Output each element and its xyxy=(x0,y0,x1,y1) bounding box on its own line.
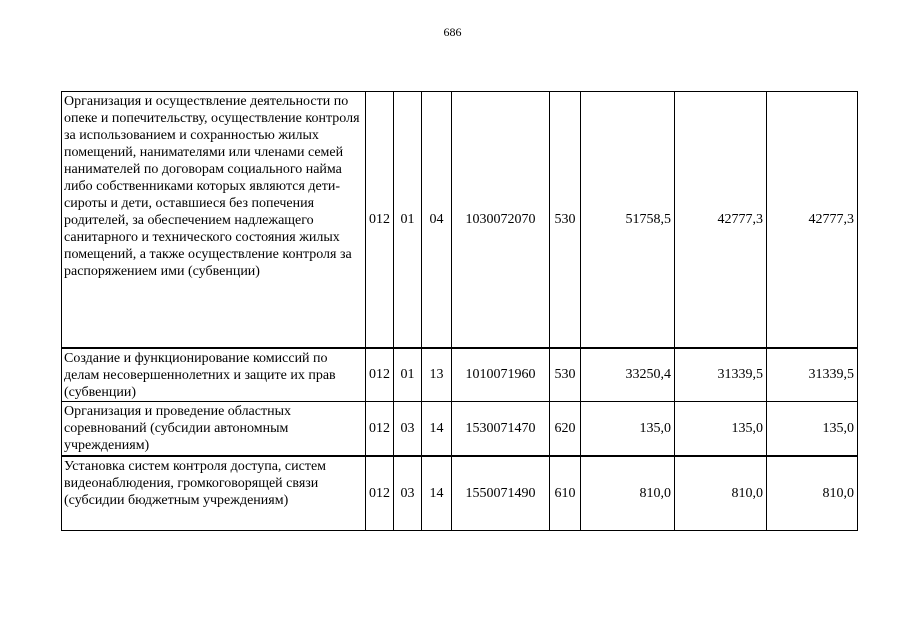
ministry-code: 012 xyxy=(366,348,394,402)
section-code: 03 xyxy=(394,456,422,530)
table-row xyxy=(62,401,858,456)
section-code: 01 xyxy=(394,92,422,348)
row-name: Установка систем контроля доступа, систем видеонаблюдения, громкоговорящей связи (субсидии бюджетным учреждениям) xyxy=(62,456,366,530)
ministry-code: 012 xyxy=(366,456,394,530)
target-article-code: 1030072070 xyxy=(452,92,550,348)
subsection-code: 04 xyxy=(422,92,452,348)
amount-2: 42777,3 xyxy=(675,92,767,348)
amount-2: 31339,5 xyxy=(675,348,767,402)
section-code: 03 xyxy=(394,401,422,456)
amount-3: 31339,5 xyxy=(767,348,858,402)
amount-3: 135,0 xyxy=(767,401,858,456)
target-article-code: 1010071960 xyxy=(452,348,550,402)
section-code: 01 xyxy=(394,348,422,402)
page-number: 686 xyxy=(443,25,462,39)
expense-type-code: 530 xyxy=(550,348,581,402)
expense-type-code: 530 xyxy=(550,92,581,348)
target-article-code: 1530071470 xyxy=(452,401,550,456)
ministry-code: 012 xyxy=(366,401,394,456)
budget-table xyxy=(61,91,858,531)
table-row xyxy=(62,92,858,348)
amount-3: 42777,3 xyxy=(767,92,858,348)
expense-type-code: 620 xyxy=(550,401,581,456)
table-row xyxy=(62,456,858,530)
subsection-code: 14 xyxy=(422,401,452,456)
amount-2: 135,0 xyxy=(675,401,767,456)
target-article-code: 1550071490 xyxy=(452,456,550,530)
subsection-code: 14 xyxy=(422,456,452,530)
row-name: Создание и функционирование комиссий по делам несовершеннолетних и защите их прав (субвенции) xyxy=(62,348,366,402)
amount-3: 810,0 xyxy=(767,456,858,530)
row-name: Организация и проведение областных соревнований (субсидии автономным учреждениям) xyxy=(62,401,366,456)
ministry-code: 012 xyxy=(366,92,394,348)
amount-1: 51758,5 xyxy=(581,92,675,348)
table-row xyxy=(62,348,858,402)
expense-type-code: 610 xyxy=(550,456,581,530)
amount-1: 33250,4 xyxy=(581,348,675,402)
amount-1: 135,0 xyxy=(581,401,675,456)
amount-2: 810,0 xyxy=(675,456,767,530)
subsection-code: 13 xyxy=(422,348,452,402)
row-name: Организация и осуществление деятельности по опеке и попечительству, осуществление контроля за использованием и сохранностью жилых помещений, нанимателями или членами семей нанимателей по договорам социального найма либо собственниками которых являются дети-сироты и дети, оставшиеся без попечения родителей, за обеспечением надлежащего санитарного и технического состояния жилых помещений, а также осуществление контроля за распоряжением ими (субвенции) xyxy=(62,92,366,348)
amount-1: 810,0 xyxy=(581,456,675,530)
